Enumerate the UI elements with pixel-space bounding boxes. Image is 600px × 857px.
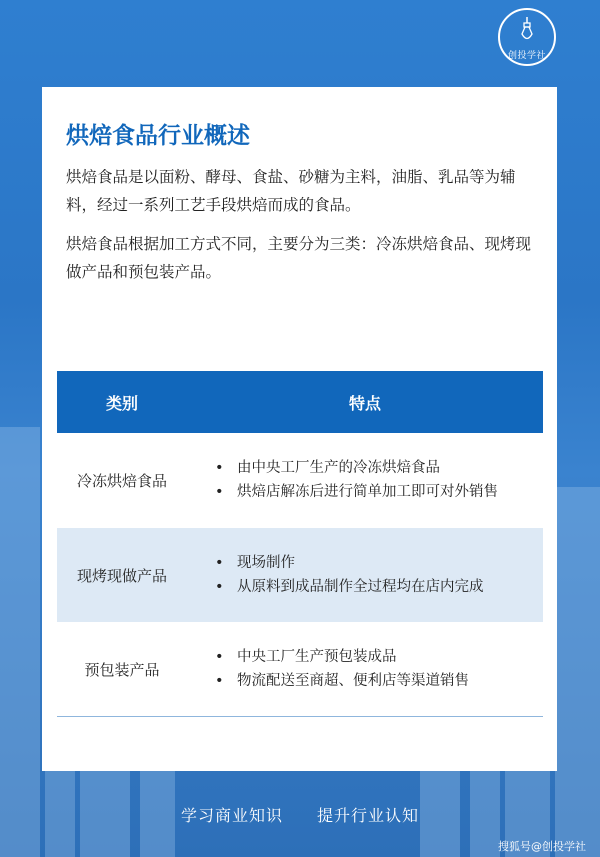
row-category: 现烤现做产品 (76, 566, 167, 585)
logo-text: 创投学社 (507, 51, 546, 61)
feature-item: • 烘焙店解冻后进行简单加工即可对外销售 (197, 480, 498, 504)
feature-list (197, 551, 484, 599)
intro-paragraph: 烘焙食品是以面粉、酵母、食盐、砂糖为主料，油脂、乳品等为辅料，经过一系列工艺手段烘焙而成的食品。 (66, 168, 516, 214)
feature-list (197, 645, 469, 693)
table-header (57, 371, 543, 433)
table-row (57, 528, 543, 622)
watermark: 搜狐号@创投学社 (498, 840, 586, 853)
feature-item: • 从原料到成品制作全过程均在店内完成 (197, 575, 484, 599)
logo (498, 8, 556, 66)
feature-item: • 中央工厂生产预包装成品 (197, 645, 469, 669)
feature-item: • 由中央工厂生产的冷冻烘焙食品 (197, 456, 498, 480)
footer-slogan (0, 803, 600, 826)
slogan-right: 提升行业认知 (317, 806, 420, 825)
category-paragraph: 烘焙食品根据加工方式不同，主要分为三类：冷冻烘焙食品、现烤现做产品和预包装产品。 (66, 235, 532, 281)
row-category: 预包装产品 (84, 660, 160, 679)
feature-item: • 现场制作 (197, 551, 484, 575)
content-card (42, 87, 557, 771)
column-header-features: 特点 (348, 394, 381, 413)
feature-item: • 物流配送至商超、便利店等渠道销售 (197, 669, 469, 693)
page-title: 烘焙食品行业概述 (66, 123, 250, 149)
row-category: 冷冻烘焙食品 (76, 471, 167, 490)
lightbulb-icon (520, 17, 534, 47)
table-row (57, 433, 543, 527)
table-row (57, 622, 543, 716)
column-header-category: 类别 (105, 394, 138, 413)
slogan-left: 学习商业知识 (180, 806, 283, 825)
feature-list (197, 456, 498, 504)
table-divider (57, 716, 543, 717)
